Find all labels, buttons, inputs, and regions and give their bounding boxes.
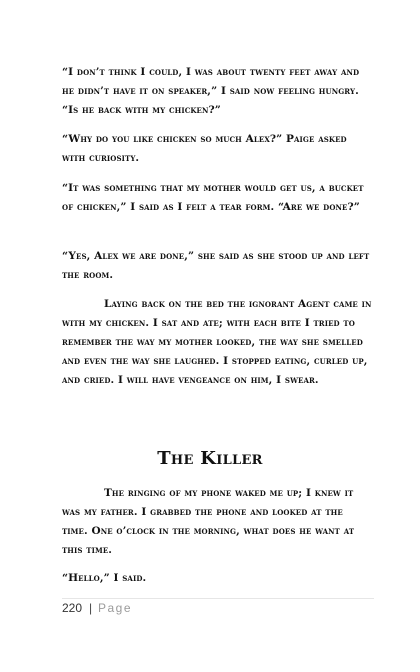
paragraph-1: “I don’t think I could, I was about twenty feet away and he didn’t have it on speaker,” I said now feeling hungry. “Is he back with my chicken?” xyxy=(62,66,360,116)
chapter-title: The Killer xyxy=(157,448,263,469)
page-number: 220 xyxy=(62,601,83,615)
footer-separator: | xyxy=(89,601,93,615)
paragraph-7: “Hello,” I said. xyxy=(62,572,147,584)
paragraph-4: “Yes, Alex we are done,” she said as she stood up and left the room. xyxy=(62,250,370,281)
page-label: Page xyxy=(98,601,133,615)
paragraph-2: “Why do you like chicken so much Alex?” Paige asked with curiosity. xyxy=(62,133,347,164)
paragraph-3: “It was something that my mother would get us, a bucket of chicken,” I said as I felt a tear form. “Are we done?” xyxy=(62,182,364,213)
paragraph-6: The ringing of my phone waked me up; I knew it was my father. I grabbed the phone and looked at the time. One o’clock in the morning, what does he want at this time. xyxy=(62,487,355,556)
paragraph-5: Laying back on the bed the ignorant Agent came in with my chicken. I sat and ate; with each bite I tried to remember the way my mother looked, the way she smelled and even the way she laughed. I stopped eating, curled up, and cried. I will have vengeance on him, I swear. xyxy=(62,298,372,386)
page-footer xyxy=(62,598,374,618)
